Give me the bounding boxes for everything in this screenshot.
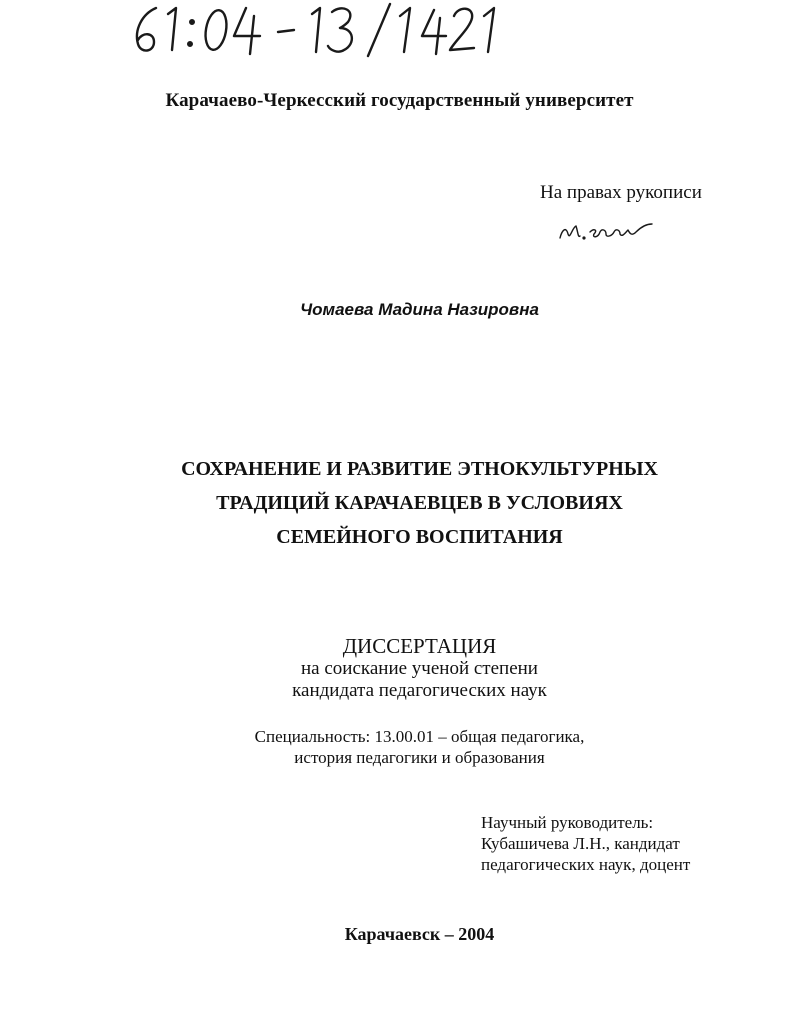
title-line: СОХРАНЕНИЕ И РАЗВИТИЕ ЭТНОКУЛЬТУРНЫХ [181, 458, 658, 480]
supervisor-block [481, 812, 690, 875]
author-name: Чомаева Мадина Назировна [300, 300, 539, 319]
supervisor-degree: педагогических наук, доцент [481, 855, 691, 874]
city-year: Карачаевск – 2004 [344, 924, 495, 944]
specialty-block [0, 726, 799, 768]
dissertation-type-block [0, 634, 799, 702]
dissertation-title [0, 452, 799, 554]
specialty-line: Специальность: 13.00.01 – общая педагогика, [254, 727, 585, 746]
title-line: ТРАДИЦИЙ КАРАЧАЕВЦЕВ В УСЛОВИЯХ [216, 492, 623, 514]
manuscript-rights-note: На правах рукописи [540, 182, 702, 203]
specialty-line: история педагогики и образования [294, 748, 545, 767]
dissertation-heading: ДИССЕРТАЦИЯ [342, 634, 497, 658]
supervisor-label: Научный руководитель: [481, 813, 654, 832]
degree-line: кандидата педагогических наук [292, 680, 547, 701]
degree-line: на соискание ученой степени [301, 658, 538, 679]
title-line: СЕМЕЙНОГО ВОСПИТАНИЯ [276, 526, 563, 548]
handwritten-signature [556, 214, 656, 244]
university-name: Карачаево-Черкесский государственный университет [165, 90, 634, 111]
handwritten-archive-code [128, 2, 528, 58]
supervisor-name: Кубашичева Л.Н., кандидат [481, 834, 680, 853]
